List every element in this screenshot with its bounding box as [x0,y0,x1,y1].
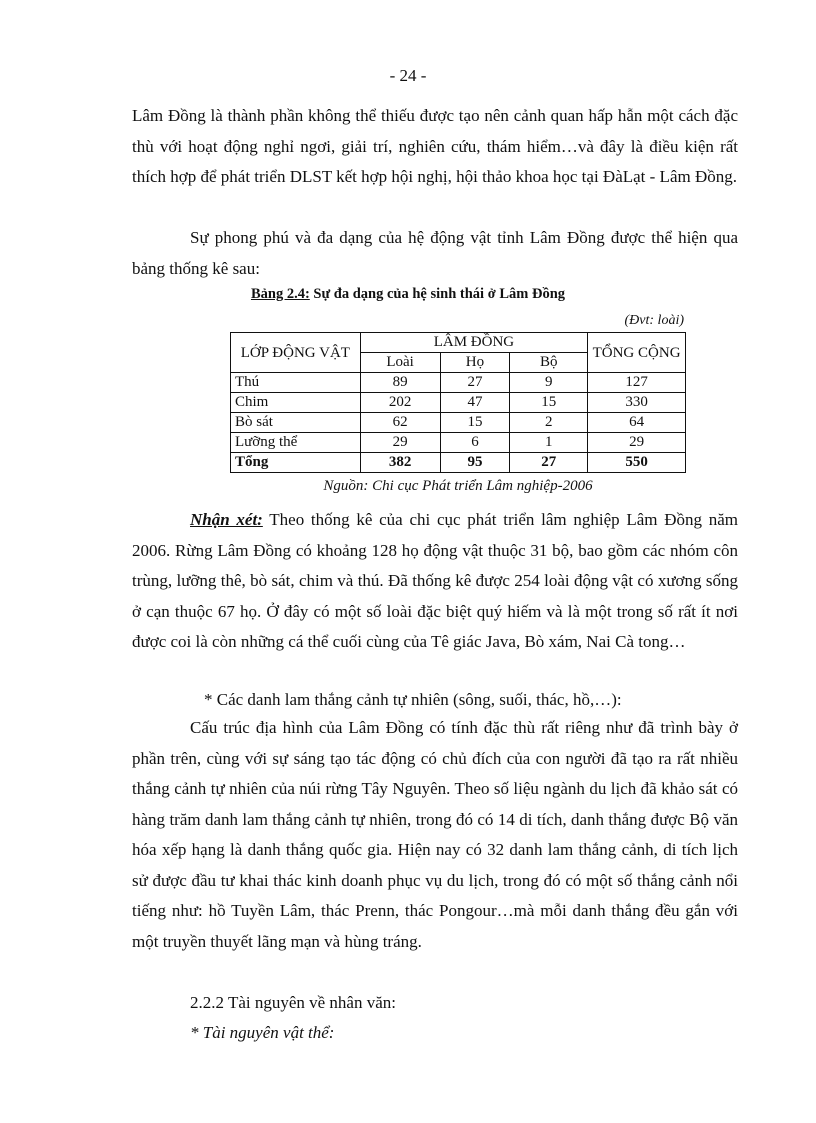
row-name: Bò sát [231,413,361,433]
row-ho: 27 [440,373,510,393]
row-bo: 2 [510,413,588,433]
row-loai: 29 [360,433,440,453]
remark-text: Theo thống kê của chi cục phát triển lâm nghiệp Lâm Đồng năm 2006. Rừng Lâm Đồng có khoảng 128 họ động vật thuộc 31 bộ, bao gồm các nhóm côn trùng, lưỡng thê, bò sát, chim và thú. Đã thống kê được 254 loài động vật có xương sống ở cạn thuộc 67 họ. Ở đây có một số loài đặc biệt quý hiếm và là một trong số rất ít nơi được coi là còn những cá thể cuối cùng của Tê giác Java, Bò xám, Nai Cà tong… [132,510,738,651]
row-ho: 15 [440,413,510,433]
table-source: Nguồn: Chi cục Phát triển Lâm nghiệp-2006 [323,478,593,494]
total-bo: 27 [510,453,588,473]
total-loai: 382 [360,453,440,473]
row-loai: 89 [360,373,440,393]
subsection-heading: * Tài nguyên vật thể: [190,1023,335,1042]
paragraph-remark [132,505,738,658]
paragraph-table-intro: Sự phong phú và đa dạng của hệ động vật tỉnh Lâm Đồng được thể hiện qua bảng thống kê sau: [132,228,738,278]
header-group: LÂM ĐỒNG [360,333,587,353]
remark-label: Nhận xét: [190,510,263,529]
table-row [231,373,686,393]
section-heading: 2.2.2 Tài nguyên về nhân văn: [190,993,397,1012]
row-loai: 62 [360,413,440,433]
table-total-row [231,453,686,473]
row-ho: 47 [440,393,510,413]
bullet-natural-landscapes: * Các danh lam thắng cảnh tự nhiên (sông, suối, thác, hồ,…): [204,690,622,709]
table-row [231,433,686,453]
row-total: 127 [588,373,686,393]
row-total: 29 [588,433,686,453]
page-number: - 24 - [389,66,427,85]
row-name: Chim [231,393,361,413]
table-caption-label: Bảng 2.4: [250,286,310,302]
table-caption [0,286,816,303]
row-name: Thú [231,373,361,393]
total-name: Tổng [231,453,361,473]
table-row [231,413,686,433]
total-ho: 95 [440,453,510,473]
header-loai: Loài [360,353,440,373]
row-bo: 1 [510,433,588,453]
fauna-diversity-table [230,332,686,473]
table-unit: (Đvt: loài) [624,313,684,328]
total-total: 550 [588,453,686,473]
header-total: TỔNG CỘNG [588,333,686,373]
table-header-row [231,333,686,353]
paragraph-landscapes: Cấu trúc địa hình của Lâm Đồng có tính đặc thù rất riêng như đã trình bày ở phần trên, cùng với sự sáng tạo tác động có chủ đích của con người đã tạo ra rất nhiều thắng cảnh tự nhiên của núi rừng Tây Nguyên. Theo số liệu ngành du lịch đã khảo sát có hàng trăm danh lam thắng cảnh tự nhiên, trong đó có 14 di tích, danh thắng được Bộ văn hóa xếp hạng là danh thắng quốc gia. Hiện nay có 32 danh lam thắng cảnh, di tích lịch sử được đầu tư khai thác kinh doanh phục vụ du lịch, trong đó có một số thắng cảnh nổi tiếng như: hồ Tuyền Lâm, thác Prenn, thác Pongour…mà mỗi danh thắng đều gắn với một truyền thuyết lãng mạn và hùng tráng. [132,718,738,951]
header-class: LỚP ĐỘNG VẬT [231,333,361,373]
paragraph-intro: Lâm Đồng là thành phần không thể thiếu được tạo nên cảnh quan hấp hẫn một cách đặc thù với hoạt động nghỉ ngơi, giải trí, nghiên cứu, thám hiểm…và đây là điều kiện rất thích hợp để phát triển DLST kết hợp hội nghị, hội thảo khoa học tại ĐàLạt - Lâm Đồng. [132,106,738,186]
row-bo: 9 [510,373,588,393]
table-caption-text: Sự đa dạng của hệ sinh thái ở Lâm Đồng [309,286,566,302]
row-ho: 6 [440,433,510,453]
row-total: 330 [588,393,686,413]
header-bo: Bộ [510,353,588,373]
row-total: 64 [588,413,686,433]
table-row [231,393,686,413]
row-bo: 15 [510,393,588,413]
header-ho: Họ [440,353,510,373]
row-loai: 202 [360,393,440,413]
row-name: Lưỡng thể [231,433,361,453]
